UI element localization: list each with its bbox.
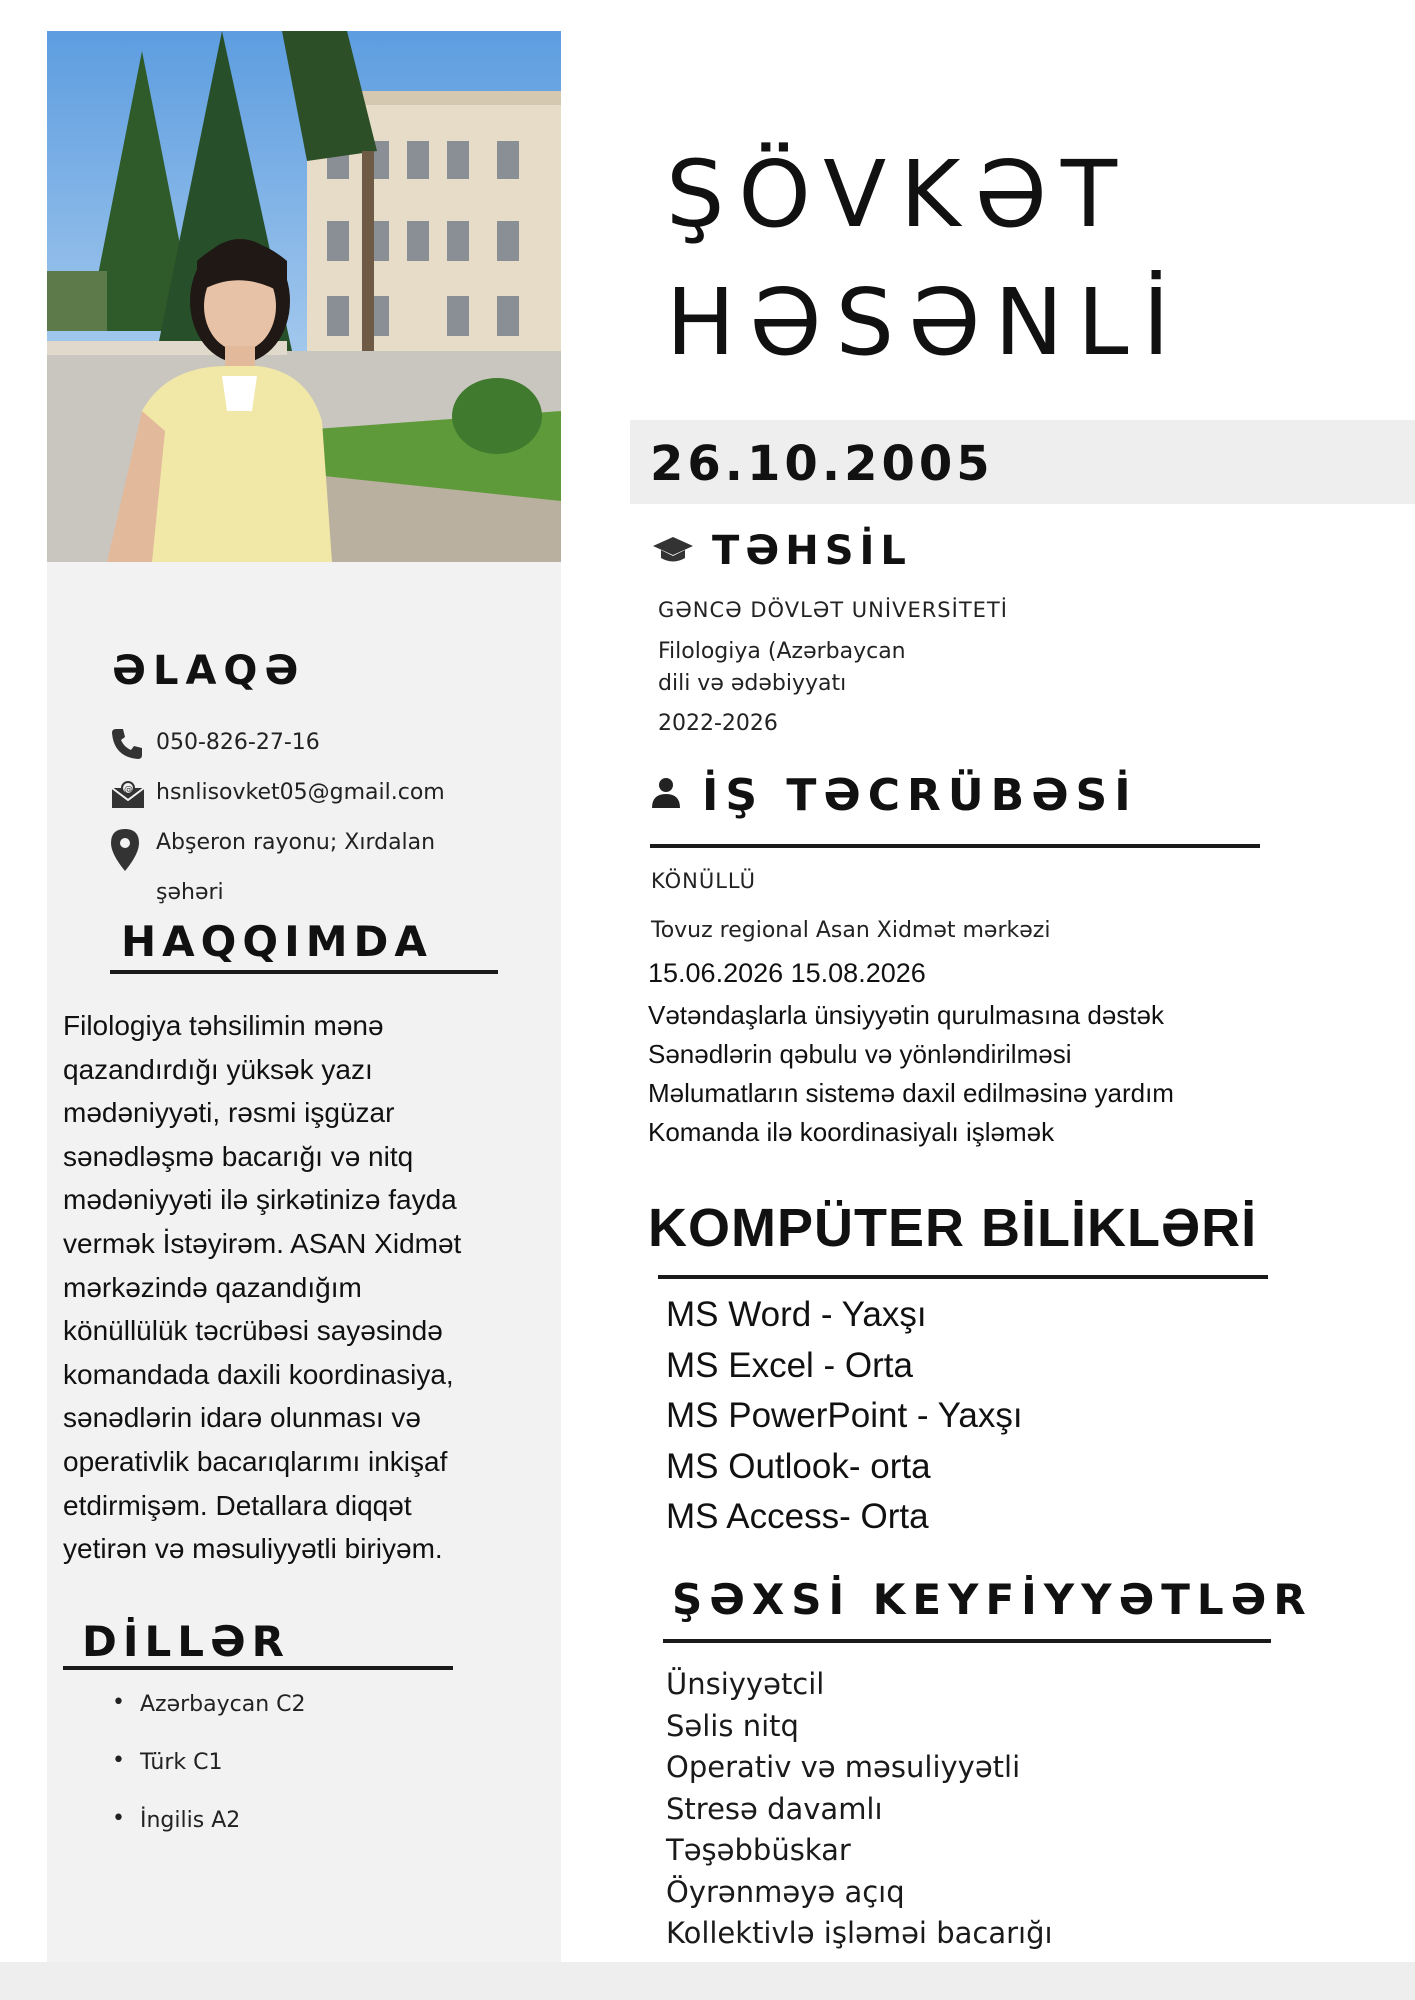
birth-date: 26.10.2005 [650, 436, 994, 492]
about-line: Filologiya təhsilimin mənə [63, 1010, 384, 1041]
contact-email: hsnlisovket05@gmail.com [156, 780, 445, 805]
about-line: mərkəzində qazandığım [63, 1271, 362, 1303]
about-line: etdirmişəm. Detallara diqqət [63, 1489, 412, 1521]
about-line: sənədləşmə bacarığı və nitq [63, 1140, 414, 1172]
languages-list [108, 1692, 306, 1866]
about-divider [110, 970, 498, 974]
about-line: yetirən və məsuliyyətli biriyəm. [63, 1533, 443, 1565]
svg-text:@: @ [124, 785, 133, 795]
personal-quality: Səlis nitq [666, 1708, 799, 1743]
languages-title: DİLLƏR [82, 1617, 291, 1666]
languages-divider [63, 1666, 453, 1670]
education-years: 2022-2026 [658, 711, 778, 736]
education-university: GƏNCƏ DÖVLƏT UNİVERSİTETİ [658, 598, 1008, 622]
profile-photo [47, 31, 561, 562]
experience-divider [650, 844, 1260, 848]
experience-role: KÖNÜLLÜ [651, 869, 756, 893]
computer-skill-list [666, 1290, 1023, 1543]
experience-duties [648, 996, 1174, 1152]
education-title: TƏHSİL [712, 528, 912, 574]
about-line: mədəniyyəti, rəsmi işgüzar [63, 1097, 395, 1129]
experience-duty: Sənədlərin qəbulu və yönləndirilməsi [648, 1039, 1072, 1069]
computer-divider [658, 1275, 1268, 1279]
language-item: • Azərbaycan C2 [108, 1692, 306, 1750]
experience-duty: Məlumatların sistemə daxil edilməsinə yardım [648, 1078, 1174, 1108]
personal-list [666, 1664, 1053, 1955]
personal-quality: Kollektivlə işləməi bacarığı [666, 1916, 1053, 1950]
personal-divider [663, 1639, 1271, 1643]
about-line: operativlik bacarıqlarımı inkişaf [63, 1445, 448, 1477]
education-field-line1: Filologiya (Azərbaycan [658, 639, 906, 664]
computer-skill: MS Excel - Orta [666, 1345, 913, 1385]
page-bottom-band [0, 1962, 1415, 2000]
personal-quality: Stresə davamlı [666, 1791, 883, 1826]
personal-title: ŞƏXSİ KEYFİYYƏTLƏR [672, 1575, 1313, 1624]
about-line: sənədlərin idarə olunması və [63, 1402, 421, 1434]
computer-skill: MS PowerPoint - Yaxşı [666, 1396, 1023, 1435]
experience-dates: 15.06.2026 15.08.2026 [648, 958, 926, 988]
computer-skill: MS Outlook- orta [666, 1446, 931, 1486]
experience-duty: Komanda ilə koordinasiyalı işləmək [648, 1117, 1055, 1147]
contact-address-line2: şəhəri [156, 880, 224, 905]
about-text [63, 1004, 461, 1571]
contact-address-line1: Abşeron rayonu; Xırdalan [156, 830, 436, 855]
about-line: qazandırdığı yüksək yazı [63, 1053, 373, 1085]
about-line: vermək İstəyirəm. ASAN Xidmət [63, 1227, 462, 1259]
personal-quality: Təşəbbüskar [666, 1833, 851, 1867]
contact-phone: 050-826-27-16 [156, 730, 320, 755]
computer-skill: MS Access- Orta [666, 1497, 929, 1536]
personal-quality: Operativ və məsuliyyətli [666, 1750, 1021, 1784]
contact-title: ƏLAQƏ [112, 648, 306, 694]
envelope-icon [110, 780, 146, 810]
phone-icon [110, 727, 144, 761]
about-line: mədəniyyəti ilə şirkətinizə fayda [63, 1184, 457, 1216]
name-first: ŞÖVKƏT [666, 141, 1132, 248]
computer-skill: MS Word - Yaxşı [666, 1295, 927, 1334]
language-item: • İngilis A2 [108, 1808, 306, 1866]
location-pin-icon [110, 828, 140, 872]
computer-title: KOMPÜTER BİLİKLƏRİ [648, 1198, 1258, 1258]
language-item: • Türk C1 [108, 1750, 306, 1808]
experience-place: Tovuz regional Asan Xidmət mərkəzi [651, 918, 1051, 943]
person-icon [650, 776, 682, 808]
about-line: komandada daxili koordinasiya, [63, 1358, 454, 1390]
education-field-line2: dili və ədəbiyyatı [658, 671, 847, 696]
experience-title: İŞ TƏCRÜBƏSİ [702, 770, 1138, 821]
about-line: könüllülük təcrübəsi sayəsində [63, 1315, 443, 1347]
about-title: HAQQIMDA [121, 917, 433, 966]
graduation-cap-icon [652, 535, 694, 565]
name-last: HƏSƏNLİ [666, 269, 1184, 376]
personal-quality: Öyrənməyə açıq [666, 1874, 905, 1909]
personal-quality: Ünsiyyətcil [666, 1667, 825, 1701]
experience-duty: Vətəndaşlarla ünsiyyətin qurulmasına dəstək [648, 1000, 1164, 1030]
